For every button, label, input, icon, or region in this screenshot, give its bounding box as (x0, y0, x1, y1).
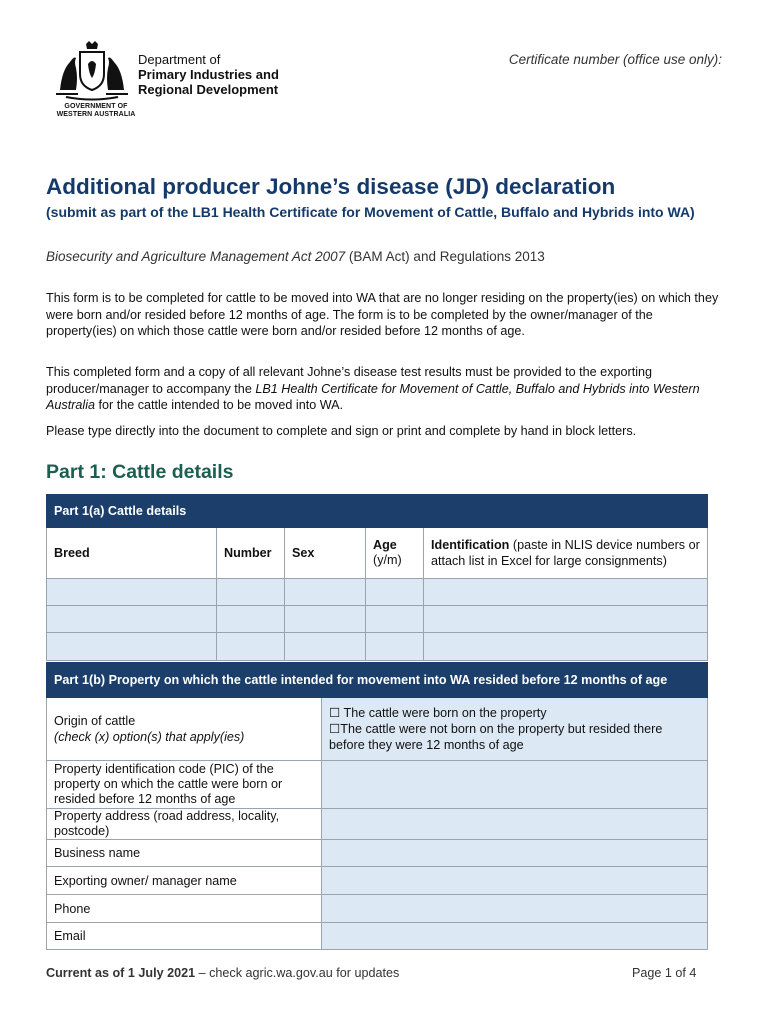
number-input[interactable] (217, 579, 285, 606)
phone-label: Phone (47, 895, 322, 923)
breed-input[interactable] (47, 579, 217, 606)
business-name-label: Business name (47, 840, 322, 867)
page-title: Additional producer Johne’s disease (JD) declaration (46, 174, 616, 199)
sex-input[interactable] (285, 606, 366, 633)
address-label: Property address (road address, locality, postcode) (47, 809, 322, 840)
sex-input[interactable] (285, 579, 366, 606)
department-line-1: Department of (138, 52, 221, 67)
col-breed-header: Breed (47, 528, 217, 579)
table-row (47, 606, 708, 633)
table-a-title: Part 1(a) Cattle details (47, 495, 708, 528)
cattle-details-table (46, 494, 708, 661)
origin-hint: (check (x) option(s) that apply(ies) (54, 730, 245, 744)
col-age-unit: (y/m) (373, 553, 402, 567)
resided-on-property-checkbox[interactable]: ☐The cattle were not born on the property but resided there before they were 12 months of age (329, 722, 663, 752)
part1-heading: Part 1: Cattle details (46, 461, 234, 483)
department-line-3: Regional Development (138, 82, 279, 97)
wa-coat-of-arms-logo (52, 40, 132, 102)
email-input[interactable] (322, 923, 708, 950)
identification-input[interactable] (424, 606, 708, 633)
email-label: Email (47, 923, 322, 950)
certificate-number-label: Certificate number (office use only): (508, 52, 722, 67)
identification-input[interactable] (424, 633, 708, 661)
age-input[interactable] (366, 633, 424, 661)
owner-name-input[interactable] (322, 867, 708, 895)
col-identification-label: Identification (431, 538, 510, 552)
address-input[interactable] (322, 809, 708, 840)
intro-paragraph-2 (46, 364, 726, 414)
table-row (47, 633, 708, 661)
department-name (138, 52, 279, 97)
act-name: Biosecurity and Agriculture Management Act 2007 (46, 249, 346, 264)
pic-label: Property identification code (PIC) of the property on which the cattle were born or resided before 12 months of age (47, 761, 322, 809)
pic-input[interactable] (322, 761, 708, 809)
business-name-input[interactable] (322, 840, 708, 867)
p2-text-b: for the cattle intended to be moved into WA. (95, 398, 344, 412)
breed-input[interactable] (47, 633, 217, 661)
footer-current-date: Current as of 1 July 2021 (46, 966, 196, 980)
government-label-line-2: WESTERN AUSTRALIA (56, 111, 136, 118)
page-subtitle: (submit as part of the LB1 Health Certificate for Movement of Cattle, Buffalo and Hybrids into WA) (46, 204, 695, 220)
property-table (46, 662, 708, 950)
origin-label-cell (47, 698, 322, 761)
col-age-label: Age (373, 538, 397, 552)
footer-currency-note (46, 966, 399, 980)
phone-input[interactable] (322, 895, 708, 923)
number-input[interactable] (217, 633, 285, 661)
origin-label: Origin of cattle (54, 714, 136, 728)
col-age-header (366, 528, 424, 579)
age-input[interactable] (366, 606, 424, 633)
table-b-title: Part 1(b) Property on which the cattle intended for movement into WA resided before 12 months of age (47, 663, 708, 698)
department-line-2: Primary Industries and (138, 67, 279, 82)
identification-input[interactable] (424, 579, 708, 606)
col-sex-header: Sex (285, 528, 366, 579)
intro-paragraph-1: This form is to be completed for cattle to be moved into WA that are no longer residing on the property(ies) on which they were born and/or resided before 12 months of age. The form is to be completed by the owner/manager of the property(ies) on which those cattle were born and/or resided before 12 months of age. (46, 291, 719, 338)
legislation-reference (46, 249, 545, 264)
table-row (47, 579, 708, 606)
col-number-header: Number (217, 528, 285, 579)
col-identification-header (424, 528, 708, 579)
page-number: Page 1 of 4 (632, 966, 697, 980)
government-label-line-1: GOVERNMENT OF (64, 103, 128, 110)
born-on-property-checkbox[interactable]: ☐ The cattle were born on the property (329, 706, 547, 720)
age-input[interactable] (366, 579, 424, 606)
number-input[interactable] (217, 606, 285, 633)
p2-certificate-name: LB1 Health Certificate for Movement of Cattle, Buffalo and Hybrids into Western Australia (46, 381, 700, 412)
owner-name-label: Exporting owner/ manager name (47, 867, 322, 895)
breed-input[interactable] (47, 606, 217, 633)
origin-options-cell (322, 698, 708, 761)
p2-text-a: This completed form and a copy of all relevant Johne’s disease test results must be provided to the exporting producer/manager to accompany the (46, 365, 652, 396)
col-identification-hint: (paste in NLIS device numbers or attach list in Excel for large consignments) (431, 538, 700, 568)
sex-input[interactable] (285, 633, 366, 661)
act-rest: (BAM Act) and Regulations 2013 (345, 249, 545, 264)
footer-update-note: – check agric.wa.gov.au for updates (195, 966, 400, 980)
intro-paragraph-3: Please type directly into the document to complete and sign or print and complete by hand in block letters. (46, 424, 637, 438)
